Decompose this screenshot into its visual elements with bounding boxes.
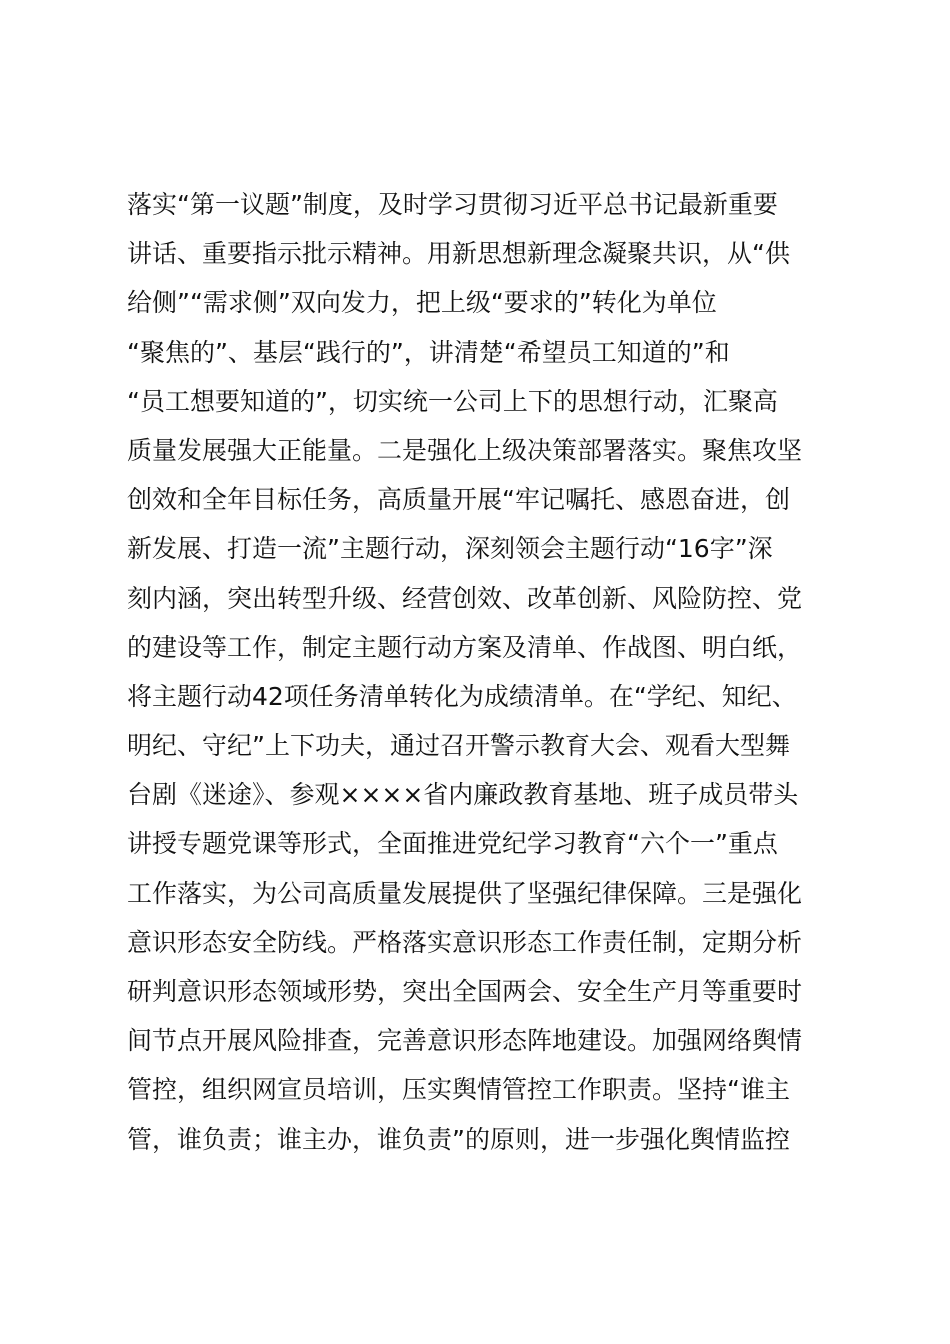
text-line: 台剧《迷途》、参观××××省内廉政教育基地、班子成员带头 <box>127 780 799 810</box>
text-line: “员工想要知道的”，切实统一公司上下的思想行动，汇聚高 <box>127 386 778 416</box>
text-line: 质量发展强大正能量。二是强化上级决策部署落实。聚焦攻坚 <box>127 435 803 465</box>
text-line: 的建设等工作，制定主题行动方案及清单、作战图、明白纸， <box>127 632 803 662</box>
text-line: 管，谁负责；谁主办，谁负责”的原则，进一步强化舆情监控 <box>127 1124 790 1154</box>
text-line: 工作落实，为公司高质量发展提供了坚强纪律保障。三是强化 <box>127 878 803 908</box>
text-line: 讲话、重要指示批示精神。用新思想新理念凝聚共识，从“供 <box>127 239 790 269</box>
text-line: “聚焦的”、基层“践行的”，讲清楚“希望员工知道的”和 <box>127 337 730 367</box>
text-line: 管控，组织网宣员培训，压实舆情管控工作职责。坚持“谁主 <box>127 1075 790 1105</box>
text-line: 落实“第一议题”制度，及时学习贯彻习近平总书记最新重要 <box>127 190 778 219</box>
body-paragraph <box>127 180 847 1164</box>
text-line: 将主题行动42项任务清单转化为成绩清单。在“学纪、知纪、 <box>127 681 797 711</box>
text-line: 刻内涵，突出转型升级、经营创效、改革创新、风险防控、党 <box>127 583 803 613</box>
text-line: 间节点开展风险排查，完善意识形态阵地建设。加强网络舆情 <box>127 1026 803 1056</box>
text-line: 创效和全年目标任务，高质量开展“牢记嘱托、感恩奋进，创 <box>127 485 790 515</box>
text-line: 讲授专题党课等形式，全面推进党纪学习教育“六个一”重点 <box>127 829 778 859</box>
text-line: 明纪、守纪”上下功夫，通过召开警示教育大会、观看大型舞 <box>127 731 790 761</box>
text-line: 研判意识形态领域形势，突出全国两会、安全生产月等重要时 <box>127 977 803 1006</box>
text-line: 意识形态安全防线。严格落实意识形态工作责任制，定期分析 <box>127 927 803 957</box>
text-line: 给侧”“需求侧”双向发力，把上级“要求的”转化为单位 <box>127 288 717 318</box>
text-line: 新发展、打造一流”主题行动，深刻领会主题行动“16字”深 <box>127 534 773 564</box>
